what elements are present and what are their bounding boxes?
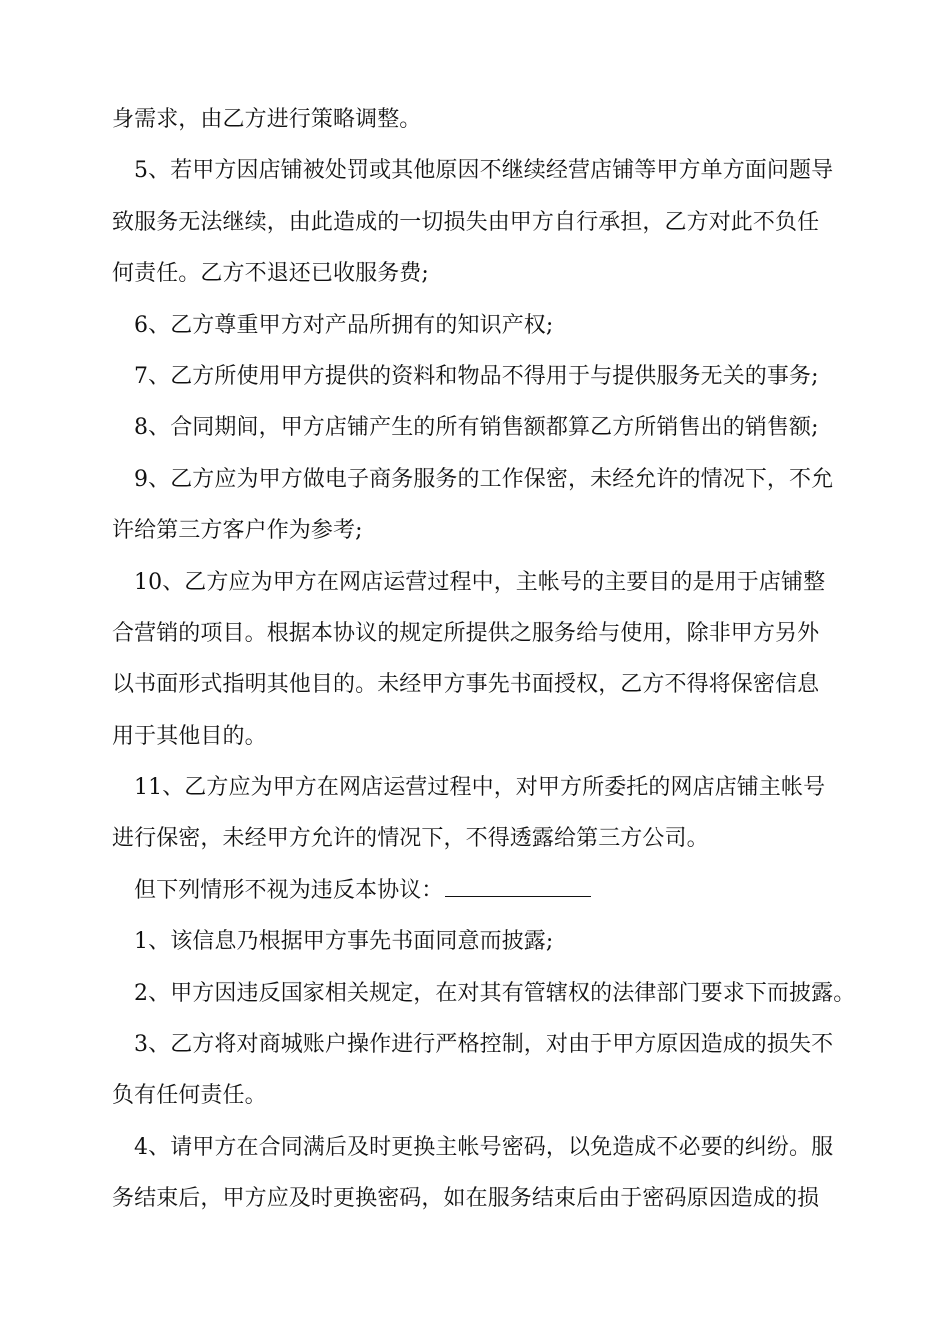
text-line: 身需求，由乙方进行策略调整。 <box>112 107 422 132</box>
text-line: 用于其他目的。 <box>112 723 267 749</box>
document-page <box>112 94 856 1225</box>
text-line-label: 但下列情形不视为违反本协议： <box>134 877 444 903</box>
fill-in-blank <box>445 876 591 897</box>
text-line: 许给第三方客户作为参考; <box>112 518 363 544</box>
text-line: 8、合同期间，甲方店铺产生的所有销售额都算乙方所销售出的销售额; <box>134 415 819 441</box>
text-line: 9、乙方应为甲方做电子商务服务的工作保密，未经允许的情况下，不允 <box>134 466 834 492</box>
text-line-with-blank <box>112 865 846 916</box>
text-line: 6、乙方尊重甲方对产品所拥有的知识产权; <box>134 312 554 338</box>
text-line: 进行保密，未经甲方允许的情况下，不得透露给第三方公司。 <box>112 826 709 852</box>
text-line: 11、乙方应为甲方在网店运营过程中，对甲方所委托的网店店铺主帐号 <box>134 775 826 801</box>
text-line: 负有任何责任。 <box>112 1083 267 1109</box>
text-line: 3、乙方将对商城账户操作进行严格控制，对由于甲方原因造成的损失不 <box>134 1032 834 1058</box>
text-line: 1、该信息乃根据甲方事先书面同意而披露; <box>134 929 554 955</box>
text-line: 10、乙方应为甲方在网店运营过程中，主帐号的主要目的是用于店铺整 <box>134 569 826 595</box>
text-line: 以书面形式指明其他目的。未经甲方事先书面授权，乙方不得将保密信息 <box>112 672 820 698</box>
text-line: 2、甲方因违反国家相关规定，在对其有管辖权的法律部门要求下而披露。 <box>134 980 856 1006</box>
text-line: 何责任。乙方不退还已收服务费; <box>112 261 429 287</box>
text-line: 合营销的项目。根据本协议的规定所提供之服务给与使用，除非甲方另外 <box>112 620 820 646</box>
text-line: 5、若甲方因店铺被处罚或其他原因不继续经营店铺等甲方单方面问题导 <box>134 158 834 184</box>
text-line: 4、请甲方在合同满后及时更换主帐号密码，以免造成不必要的纠纷。服 <box>134 1134 834 1160</box>
text-line: 7、乙方所使用甲方提供的资料和物品不得用于与提供服务无关的事务; <box>134 363 819 389</box>
text-line: 致服务无法继续，由此造成的一切损失由甲方自行承担，乙方对此不负任 <box>112 209 820 235</box>
text-line: 务结束后，甲方应及时更换密码，如在服务结束后由于密码原因造成的损 <box>112 1186 820 1212</box>
